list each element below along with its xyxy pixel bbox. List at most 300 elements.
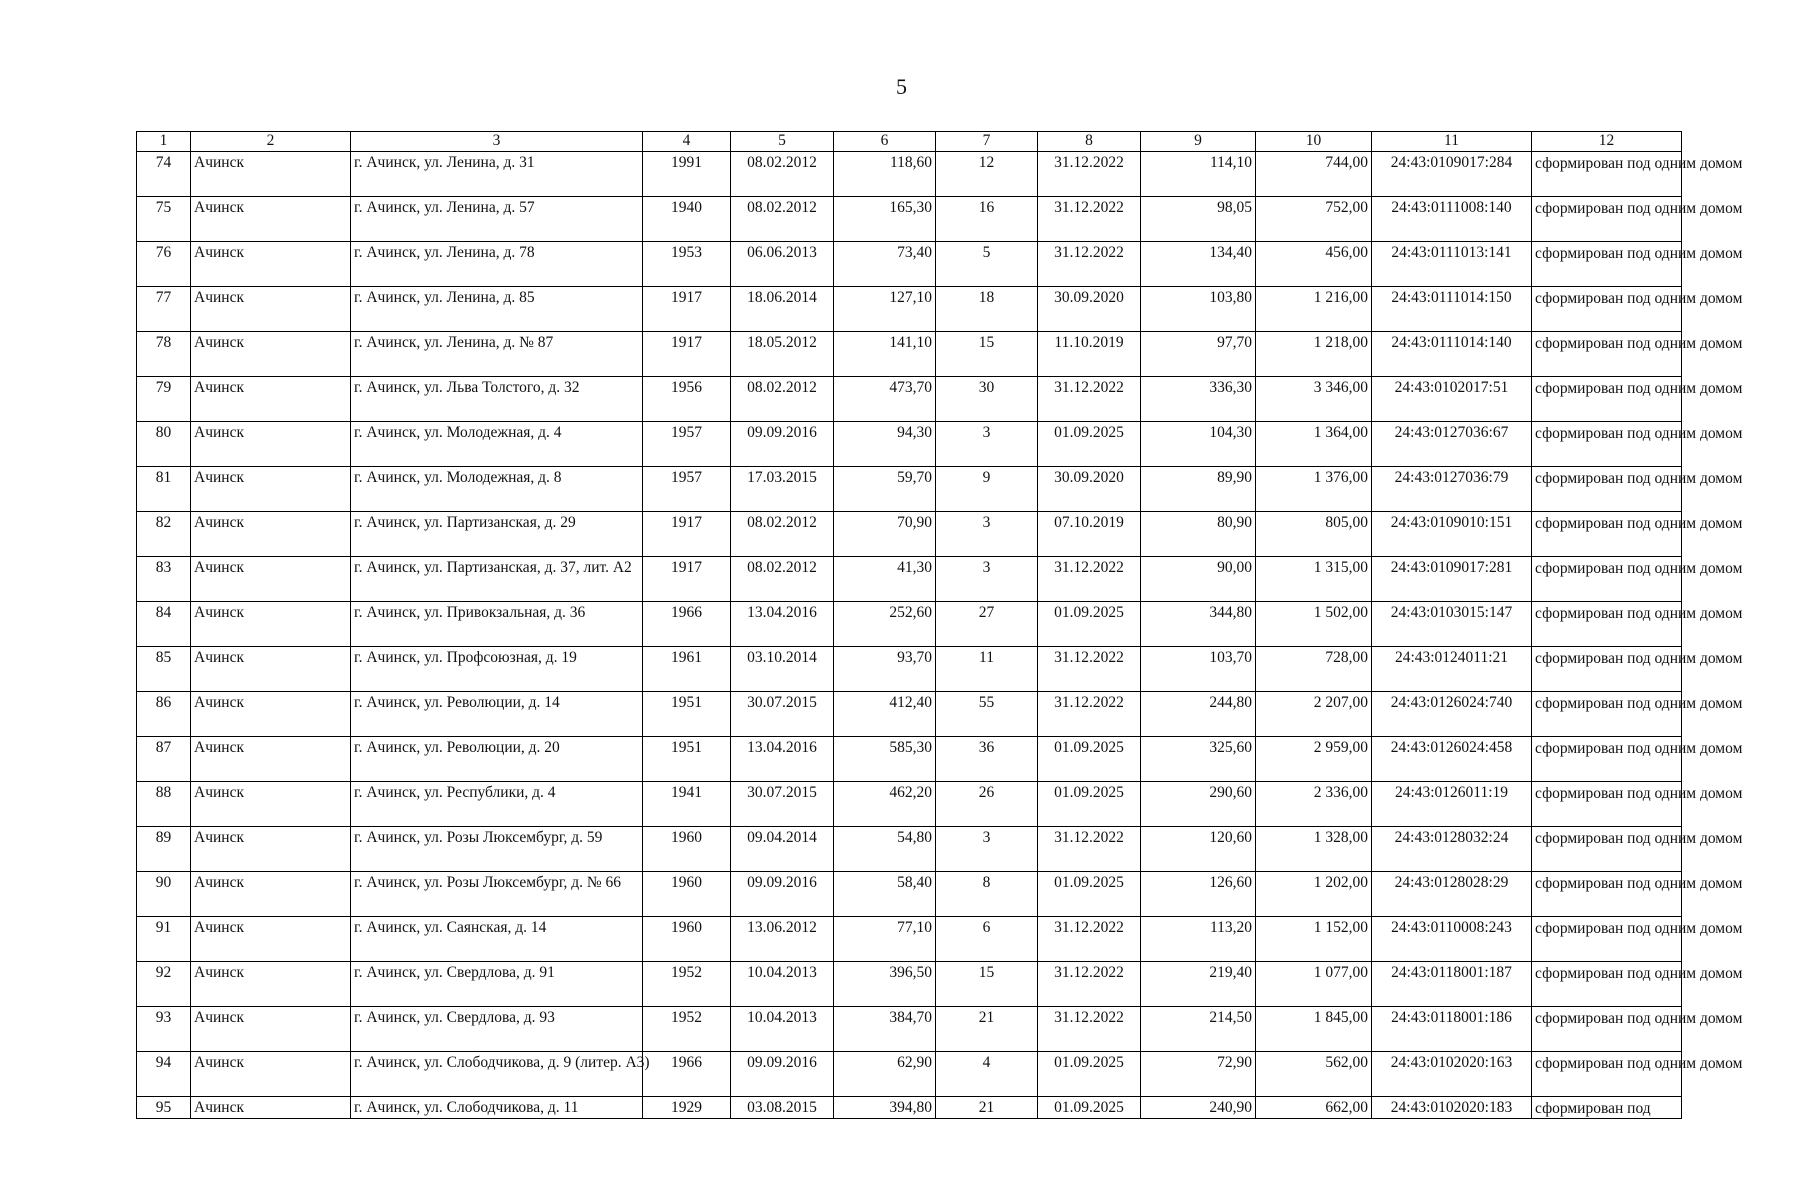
residents-cell: 6 [936, 917, 1038, 962]
address-cell: г. Ачинск, ул. Ленина, д. 57 [351, 197, 643, 242]
area-2-cell: 97,70 [1141, 332, 1256, 377]
cadastral-number-cell: 24:43:0102020:183 [1372, 1097, 1532, 1119]
residents-cell: 18 [936, 287, 1038, 332]
residents-cell: 3 [936, 422, 1038, 467]
row-number-cell: 79 [137, 377, 191, 422]
page-number: 5 [896, 74, 907, 99]
land-area-cell: 1 218,00 [1256, 332, 1372, 377]
land-area-cell: 1 502,00 [1256, 602, 1372, 647]
area-2-cell: 240,90 [1141, 1097, 1256, 1119]
land-area-cell: 1 315,00 [1256, 557, 1372, 602]
row-number-cell: 91 [137, 917, 191, 962]
area-cell: 54,80 [834, 827, 936, 872]
address-cell: г. Ачинск, ул. Ленина, д. 85 [351, 287, 643, 332]
land-status-cell: сформирован под одним домом [1532, 917, 1682, 962]
year-built-cell: 1940 [643, 197, 731, 242]
year-built-cell: 1966 [643, 1052, 731, 1097]
table-row [137, 152, 1682, 197]
table-row [137, 692, 1682, 737]
address-cell: г. Ачинск, ул. Саянская, д. 14 [351, 917, 643, 962]
row-number-cell: 93 [137, 1007, 191, 1052]
area-cell: 77,10 [834, 917, 936, 962]
residents-cell: 3 [936, 557, 1038, 602]
deadline-cell: 31.12.2022 [1038, 917, 1141, 962]
cadastral-number-cell: 24:43:0127036:79 [1372, 467, 1532, 512]
municipality-cell: Ачинск [191, 197, 351, 242]
row-number-cell: 94 [137, 1052, 191, 1097]
table-row [137, 962, 1682, 1007]
residents-cell: 9 [936, 467, 1038, 512]
date-cell: 10.04.2013 [731, 1007, 834, 1052]
deadline-cell: 31.12.2022 [1038, 197, 1141, 242]
area-2-cell: 72,90 [1141, 1052, 1256, 1097]
date-cell: 13.04.2016 [731, 602, 834, 647]
table-row [137, 197, 1682, 242]
land-area-cell: 752,00 [1256, 197, 1372, 242]
row-number-cell: 84 [137, 602, 191, 647]
land-area-cell: 1 845,00 [1256, 1007, 1372, 1052]
land-status-cell: сформирован под одним домом [1532, 1007, 1682, 1052]
cadastral-number-cell: 24:43:0126024:740 [1372, 692, 1532, 737]
land-area-cell: 3 346,00 [1256, 377, 1372, 422]
year-built-cell: 1941 [643, 782, 731, 827]
residents-cell: 36 [936, 737, 1038, 782]
area-cell: 58,40 [834, 872, 936, 917]
area-cell: 73,40 [834, 242, 936, 287]
address-cell: г. Ачинск, ул. Молодежная, д. 8 [351, 467, 643, 512]
year-built-cell: 1991 [643, 152, 731, 197]
address-cell: г. Ачинск, ул. Слободчикова, д. 11 [351, 1097, 643, 1119]
land-area-cell: 1 376,00 [1256, 467, 1372, 512]
land-status-cell: сформирован под одним домом [1532, 1052, 1682, 1097]
municipality-cell: Ачинск [191, 1052, 351, 1097]
area-cell: 384,70 [834, 1007, 936, 1052]
table-row [137, 287, 1682, 332]
address-cell: г. Ачинск, ул. Слободчикова, д. 9 (литер. А3) [351, 1052, 643, 1097]
row-number-cell: 83 [137, 557, 191, 602]
table-row [137, 1097, 1682, 1119]
row-number-cell: 86 [137, 692, 191, 737]
land-area-cell: 728,00 [1256, 647, 1372, 692]
land-status-cell: сформирован под одним домом [1532, 377, 1682, 422]
deadline-cell: 31.12.2022 [1038, 557, 1141, 602]
row-number-cell: 95 [137, 1097, 191, 1119]
deadline-cell: 31.12.2022 [1038, 647, 1141, 692]
year-built-cell: 1952 [643, 1007, 731, 1052]
date-cell: 17.03.2015 [731, 467, 834, 512]
residents-cell: 27 [936, 602, 1038, 647]
residents-cell: 15 [936, 332, 1038, 377]
address-cell: г. Ачинск, ул. Свердлова, д. 91 [351, 962, 643, 1007]
area-cell: 462,20 [834, 782, 936, 827]
residents-cell: 3 [936, 827, 1038, 872]
deadline-cell: 01.09.2025 [1038, 602, 1141, 647]
table-body [137, 152, 1743, 1119]
area-2-cell: 90,00 [1141, 557, 1256, 602]
area-cell: 412,40 [834, 692, 936, 737]
date-cell: 08.02.2012 [731, 557, 834, 602]
date-cell: 09.04.2014 [731, 827, 834, 872]
land-status-cell: сформирован под одним домом [1532, 467, 1682, 512]
year-built-cell: 1929 [643, 1097, 731, 1119]
deadline-cell: 07.10.2019 [1038, 512, 1141, 557]
address-cell: г. Ачинск, ул. Привокзальная, д. 36 [351, 602, 643, 647]
deadline-cell: 31.12.2022 [1038, 962, 1141, 1007]
cadastral-number-cell: 24:43:0126011:19 [1372, 782, 1532, 827]
year-built-cell: 1960 [643, 917, 731, 962]
municipality-cell: Ачинск [191, 287, 351, 332]
area-cell: 118,60 [834, 152, 936, 197]
address-cell: г. Ачинск, ул. Революции, д. 20 [351, 737, 643, 782]
cadastral-number-cell: 24:43:0102017:51 [1372, 377, 1532, 422]
cadastral-number-cell: 24:43:0109010:151 [1372, 512, 1532, 557]
date-cell: 09.09.2016 [731, 422, 834, 467]
land-area-cell: 1 364,00 [1256, 422, 1372, 467]
residents-cell: 21 [936, 1097, 1038, 1119]
land-status-cell: сформирован под одним домом [1532, 737, 1682, 782]
row-number-cell: 75 [137, 197, 191, 242]
land-status-cell: сформирован под одним домом [1532, 332, 1682, 377]
municipality-cell: Ачинск [191, 422, 351, 467]
cadastral-number-cell: 24:43:0111008:140 [1372, 197, 1532, 242]
row-number-cell: 87 [137, 737, 191, 782]
land-area-cell: 805,00 [1256, 512, 1372, 557]
address-cell: г. Ачинск, ул. Розы Люксембург, д. № 66 [351, 872, 643, 917]
table-row [137, 917, 1682, 962]
area-2-cell: 219,40 [1141, 962, 1256, 1007]
date-cell: 13.06.2012 [731, 917, 834, 962]
area-cell: 585,30 [834, 737, 936, 782]
area-cell: 141,10 [834, 332, 936, 377]
deadline-cell: 01.09.2025 [1038, 1052, 1141, 1097]
area-cell: 396,50 [834, 962, 936, 1007]
year-built-cell: 1917 [643, 332, 731, 377]
year-built-cell: 1957 [643, 422, 731, 467]
municipality-cell: Ачинск [191, 827, 351, 872]
row-number-cell: 89 [137, 827, 191, 872]
column-header-3: 3 [351, 132, 643, 152]
cadastral-number-cell: 24:43:0109017:284 [1372, 152, 1532, 197]
area-2-cell: 98,05 [1141, 197, 1256, 242]
table-row [137, 422, 1682, 467]
deadline-cell: 01.09.2025 [1038, 872, 1141, 917]
year-built-cell: 1951 [643, 737, 731, 782]
land-area-cell: 744,00 [1256, 152, 1372, 197]
address-cell: г. Ачинск, ул. Молодежная, д. 4 [351, 422, 643, 467]
area-2-cell: 244,80 [1141, 692, 1256, 737]
land-status-cell: сформирован под одним домом [1532, 782, 1682, 827]
table-row [137, 782, 1682, 827]
land-status-cell: сформирован под одним домом [1532, 152, 1682, 197]
year-built-cell: 1917 [643, 512, 731, 557]
table-row [137, 512, 1682, 557]
address-cell: г. Ачинск, ул. Ленина, д. № 87 [351, 332, 643, 377]
cadastral-number-cell: 24:43:0102020:163 [1372, 1052, 1532, 1097]
area-2-cell: 336,30 [1141, 377, 1256, 422]
cadastral-number-cell: 24:43:0118001:187 [1372, 962, 1532, 1007]
land-status-cell: сформирован под одним домом [1532, 647, 1682, 692]
area-cell: 252,60 [834, 602, 936, 647]
row-number-cell: 92 [137, 962, 191, 1007]
cadastral-number-cell: 24:43:0127036:67 [1372, 422, 1532, 467]
year-built-cell: 1956 [643, 377, 731, 422]
table-row [137, 1052, 1682, 1097]
table-row [137, 377, 1682, 422]
municipality-cell: Ачинск [191, 872, 351, 917]
date-cell: 10.04.2013 [731, 962, 834, 1007]
column-header-12: 12 [1532, 132, 1682, 152]
year-built-cell: 1952 [643, 962, 731, 1007]
address-cell: г. Ачинск, ул. Профсоюзная, д. 19 [351, 647, 643, 692]
row-number-cell: 77 [137, 287, 191, 332]
cadastral-number-cell: 24:43:0128032:24 [1372, 827, 1532, 872]
year-built-cell: 1960 [643, 827, 731, 872]
municipality-cell: Ачинск [191, 512, 351, 557]
row-number-cell: 82 [137, 512, 191, 557]
area-2-cell: 113,20 [1141, 917, 1256, 962]
cadastral-number-cell: 24:43:0111013:141 [1372, 242, 1532, 287]
land-area-cell: 1 152,00 [1256, 917, 1372, 962]
municipality-cell: Ачинск [191, 557, 351, 602]
address-cell: г. Ачинск, ул. Партизанская, д. 29 [351, 512, 643, 557]
date-cell: 18.06.2014 [731, 287, 834, 332]
area-cell: 59,70 [834, 467, 936, 512]
area-cell: 473,70 [834, 377, 936, 422]
column-header-7: 7 [936, 132, 1038, 152]
column-header-6: 6 [834, 132, 936, 152]
deadline-cell: 31.12.2022 [1038, 1007, 1141, 1052]
deadline-cell: 01.09.2025 [1038, 422, 1141, 467]
land-status-cell: сформирован под одним домом [1532, 962, 1682, 1007]
land-status-cell: сформирован под [1532, 1097, 1682, 1119]
table-row [137, 242, 1682, 287]
residents-cell: 4 [936, 1052, 1038, 1097]
year-built-cell: 1917 [643, 287, 731, 332]
row-number-cell: 85 [137, 647, 191, 692]
area-2-cell: 103,80 [1141, 287, 1256, 332]
area-2-cell: 290,60 [1141, 782, 1256, 827]
residents-cell: 26 [936, 782, 1038, 827]
residents-cell: 12 [936, 152, 1038, 197]
table-row [137, 737, 1682, 782]
date-cell: 03.08.2015 [731, 1097, 834, 1119]
year-built-cell: 1951 [643, 692, 731, 737]
deadline-cell: 01.09.2025 [1038, 737, 1141, 782]
row-number-cell: 90 [137, 872, 191, 917]
area-cell: 127,10 [834, 287, 936, 332]
cadastral-number-cell: 24:43:0124011:21 [1372, 647, 1532, 692]
land-area-cell: 662,00 [1256, 1097, 1372, 1119]
area-2-cell: 103,70 [1141, 647, 1256, 692]
area-cell: 93,70 [834, 647, 936, 692]
column-header-2: 2 [191, 132, 351, 152]
land-status-cell: сформирован под одним домом [1532, 422, 1682, 467]
area-cell: 394,80 [834, 1097, 936, 1119]
table-row [137, 647, 1682, 692]
address-cell: г. Ачинск, ул. Ленина, д. 31 [351, 152, 643, 197]
deadline-cell: 30.09.2020 [1038, 467, 1141, 512]
date-cell: 30.07.2015 [731, 782, 834, 827]
land-status-cell: сформирован под одним домом [1532, 872, 1682, 917]
header-row [137, 132, 1682, 152]
land-status-cell: сформирован под одним домом [1532, 827, 1682, 872]
residents-cell: 55 [936, 692, 1038, 737]
deadline-cell: 31.12.2022 [1038, 377, 1141, 422]
municipality-cell: Ачинск [191, 1007, 351, 1052]
column-header-1: 1 [137, 132, 191, 152]
date-cell: 03.10.2014 [731, 647, 834, 692]
municipality-cell: Ачинск [191, 647, 351, 692]
deadline-cell: 30.09.2020 [1038, 287, 1141, 332]
year-built-cell: 1953 [643, 242, 731, 287]
housing-registry-table [136, 131, 1743, 1119]
table-row [137, 332, 1682, 377]
deadline-cell: 31.12.2022 [1038, 242, 1141, 287]
land-status-cell: сформирован под одним домом [1532, 287, 1682, 332]
cadastral-number-cell: 24:43:0126024:458 [1372, 737, 1532, 782]
deadline-cell: 31.12.2022 [1038, 692, 1141, 737]
address-cell: г. Ачинск, ул. Розы Люксембург, д. 59 [351, 827, 643, 872]
date-cell: 06.06.2013 [731, 242, 834, 287]
area-cell: 62,90 [834, 1052, 936, 1097]
row-number-cell: 81 [137, 467, 191, 512]
cadastral-number-cell: 24:43:0109017:281 [1372, 557, 1532, 602]
table-row [137, 557, 1682, 602]
area-2-cell: 126,60 [1141, 872, 1256, 917]
date-cell: 08.02.2012 [731, 377, 834, 422]
year-built-cell: 1917 [643, 557, 731, 602]
year-built-cell: 1966 [643, 602, 731, 647]
land-area-cell: 1 202,00 [1256, 872, 1372, 917]
area-cell: 165,30 [834, 197, 936, 242]
table-row [137, 827, 1682, 872]
cadastral-number-cell: 24:43:0118001:186 [1372, 1007, 1532, 1052]
municipality-cell: Ачинск [191, 332, 351, 377]
residents-cell: 16 [936, 197, 1038, 242]
municipality-cell: Ачинск [191, 467, 351, 512]
address-cell: г. Ачинск, ул. Льва Толстого, д. 32 [351, 377, 643, 422]
column-header-9: 9 [1141, 132, 1256, 152]
municipality-cell: Ачинск [191, 962, 351, 1007]
land-status-cell: сформирован под одним домом [1532, 242, 1682, 287]
residents-cell: 30 [936, 377, 1038, 422]
deadline-cell: 01.09.2025 [1038, 782, 1141, 827]
row-number-cell: 74 [137, 152, 191, 197]
address-cell: г. Ачинск, ул. Партизанская, д. 37, лит. А2 [351, 557, 643, 602]
date-cell: 09.09.2016 [731, 872, 834, 917]
table-header [137, 132, 1682, 152]
date-cell: 08.02.2012 [731, 152, 834, 197]
cadastral-number-cell: 24:43:0111014:150 [1372, 287, 1532, 332]
address-cell: г. Ачинск, ул. Свердлова, д. 93 [351, 1007, 643, 1052]
column-header-10: 10 [1256, 132, 1372, 152]
municipality-cell: Ачинск [191, 377, 351, 422]
area-cell: 94,30 [834, 422, 936, 467]
year-built-cell: 1961 [643, 647, 731, 692]
area-cell: 41,30 [834, 557, 936, 602]
cadastral-number-cell: 24:43:0111014:140 [1372, 332, 1532, 377]
row-number-cell: 80 [137, 422, 191, 467]
area-2-cell: 120,60 [1141, 827, 1256, 872]
deadline-cell: 11.10.2019 [1038, 332, 1141, 377]
table-row [137, 872, 1682, 917]
area-2-cell: 114,10 [1141, 152, 1256, 197]
residents-cell: 8 [936, 872, 1038, 917]
land-status-cell: сформирован под одним домом [1532, 692, 1682, 737]
residents-cell: 3 [936, 512, 1038, 557]
municipality-cell: Ачинск [191, 602, 351, 647]
date-cell: 08.02.2012 [731, 512, 834, 557]
area-2-cell: 104,30 [1141, 422, 1256, 467]
residents-cell: 11 [936, 647, 1038, 692]
date-cell: 09.09.2016 [731, 1052, 834, 1097]
municipality-cell: Ачинск [191, 152, 351, 197]
land-area-cell: 1 077,00 [1256, 962, 1372, 1007]
table-row [137, 1007, 1682, 1052]
land-area-cell: 1 328,00 [1256, 827, 1372, 872]
column-header-5: 5 [731, 132, 834, 152]
municipality-cell: Ачинск [191, 1097, 351, 1119]
address-cell: г. Ачинск, ул. Республики, д. 4 [351, 782, 643, 827]
municipality-cell: Ачинск [191, 782, 351, 827]
municipality-cell: Ачинск [191, 917, 351, 962]
date-cell: 18.05.2012 [731, 332, 834, 377]
land-status-cell: сформирован под одним домом [1532, 602, 1682, 647]
year-built-cell: 1960 [643, 872, 731, 917]
date-cell: 30.07.2015 [731, 692, 834, 737]
land-area-cell: 2 336,00 [1256, 782, 1372, 827]
row-number-cell: 78 [137, 332, 191, 377]
land-area-cell: 2 207,00 [1256, 692, 1372, 737]
land-status-cell: сформирован под одним домом [1532, 512, 1682, 557]
area-2-cell: 325,60 [1141, 737, 1256, 782]
deadline-cell: 31.12.2022 [1038, 152, 1141, 197]
area-2-cell: 89,90 [1141, 467, 1256, 512]
municipality-cell: Ачинск [191, 737, 351, 782]
area-2-cell: 80,90 [1141, 512, 1256, 557]
year-built-cell: 1957 [643, 467, 731, 512]
deadline-cell: 01.09.2025 [1038, 1097, 1141, 1119]
table-row [137, 602, 1682, 647]
residents-cell: 21 [936, 1007, 1038, 1052]
row-number-cell: 76 [137, 242, 191, 287]
land-status-cell: сформирован под одним домом [1532, 557, 1682, 602]
column-header-11: 11 [1372, 132, 1532, 152]
address-cell: г. Ачинск, ул. Ленина, д. 78 [351, 242, 643, 287]
municipality-cell: Ачинск [191, 692, 351, 737]
row-number-cell: 88 [137, 782, 191, 827]
date-cell: 08.02.2012 [731, 197, 834, 242]
area-2-cell: 344,80 [1141, 602, 1256, 647]
deadline-cell: 31.12.2022 [1038, 827, 1141, 872]
land-area-cell: 1 216,00 [1256, 287, 1372, 332]
column-header-8: 8 [1038, 132, 1141, 152]
area-2-cell: 214,50 [1141, 1007, 1256, 1052]
area-cell: 70,90 [834, 512, 936, 557]
residents-cell: 15 [936, 962, 1038, 1007]
cadastral-number-cell: 24:43:0103015:147 [1372, 602, 1532, 647]
column-header-4: 4 [643, 132, 731, 152]
cadastral-number-cell: 24:43:0110008:243 [1372, 917, 1532, 962]
land-status-cell: сформирован под одним домом [1532, 197, 1682, 242]
table-row [137, 467, 1682, 512]
area-2-cell: 134,40 [1141, 242, 1256, 287]
cadastral-number-cell: 24:43:0128028:29 [1372, 872, 1532, 917]
land-area-cell: 2 959,00 [1256, 737, 1372, 782]
date-cell: 13.04.2016 [731, 737, 834, 782]
address-cell: г. Ачинск, ул. Революции, д. 14 [351, 692, 643, 737]
municipality-cell: Ачинск [191, 242, 351, 287]
